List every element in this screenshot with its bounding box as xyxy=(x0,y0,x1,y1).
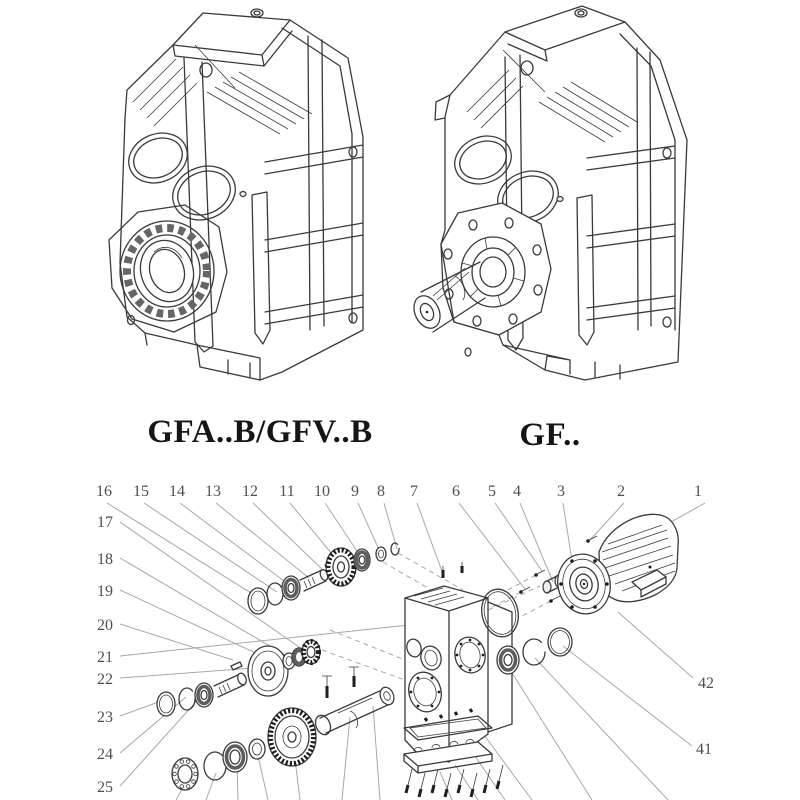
pan-bolts xyxy=(406,765,503,797)
gear-output-dark xyxy=(268,708,316,766)
callout-5: 5 xyxy=(488,483,496,500)
gear-small-dark xyxy=(302,640,320,664)
gear-large xyxy=(248,646,288,696)
end-cap xyxy=(157,692,175,716)
callout-2: 2 xyxy=(617,483,625,500)
stud-bolt xyxy=(349,667,359,687)
callout-25: 25 xyxy=(97,779,113,796)
callout-10: 10 xyxy=(314,483,330,500)
callout-11: 11 xyxy=(279,483,295,500)
callout-18: 18 xyxy=(97,551,113,568)
model-label-gf: GF.. xyxy=(519,417,581,453)
bearing xyxy=(354,549,370,571)
callout-6: 6 xyxy=(452,483,460,500)
callout-14: 14 xyxy=(169,483,185,500)
snap-ring xyxy=(179,688,195,710)
callout-7: 7 xyxy=(410,483,418,500)
callout-15: 15 xyxy=(133,483,149,500)
bearing xyxy=(195,683,213,707)
shim-ring xyxy=(548,628,572,656)
oil-seal xyxy=(223,742,247,772)
callout-1: 1 xyxy=(694,483,702,500)
end-cap xyxy=(248,588,268,614)
callout-42: 42 xyxy=(698,675,714,692)
motor xyxy=(552,514,679,619)
housing-outline-right xyxy=(409,6,687,380)
callout-17: 17 xyxy=(97,514,113,531)
ball-bearing xyxy=(172,758,198,790)
callout-23: 23 xyxy=(97,709,113,726)
model-label-gfab: GFA..B/GFV..B xyxy=(147,414,373,450)
snap-ring xyxy=(523,639,545,665)
callout-9: 9 xyxy=(351,483,359,500)
callout-4: 4 xyxy=(513,483,521,500)
washer xyxy=(376,547,386,561)
gearbox-drawing-gf xyxy=(405,0,710,395)
callout-8: 8 xyxy=(377,483,385,500)
callout-20: 20 xyxy=(97,617,113,634)
callout-22: 22 xyxy=(97,671,113,688)
bearing xyxy=(282,576,300,600)
exploded-diagram xyxy=(0,470,800,800)
bearing xyxy=(497,646,519,674)
input-shaft-assembly xyxy=(248,543,399,614)
callout-41: 41 xyxy=(696,741,712,758)
output-shaft xyxy=(313,685,397,737)
seal-ring xyxy=(267,583,283,605)
callout-12: 12 xyxy=(242,483,258,500)
callout-19: 19 xyxy=(97,583,113,600)
gearbox-housing xyxy=(404,562,512,797)
retaining-ring xyxy=(391,543,399,555)
gearbox-drawing-gfab xyxy=(100,0,410,395)
gear-small-dark xyxy=(326,548,356,586)
housing-outline-left xyxy=(109,9,363,380)
stud-bolt xyxy=(322,676,332,698)
intermediate-shaft-assembly xyxy=(157,640,320,716)
shaft xyxy=(214,662,248,697)
callout-16: 16 xyxy=(96,483,112,500)
callout-3: 3 xyxy=(557,483,565,500)
callout-21: 21 xyxy=(97,649,113,666)
washer xyxy=(249,739,265,759)
callout-13: 13 xyxy=(205,483,221,500)
output-side-rings xyxy=(477,586,572,674)
callout-24: 24 xyxy=(97,746,113,763)
